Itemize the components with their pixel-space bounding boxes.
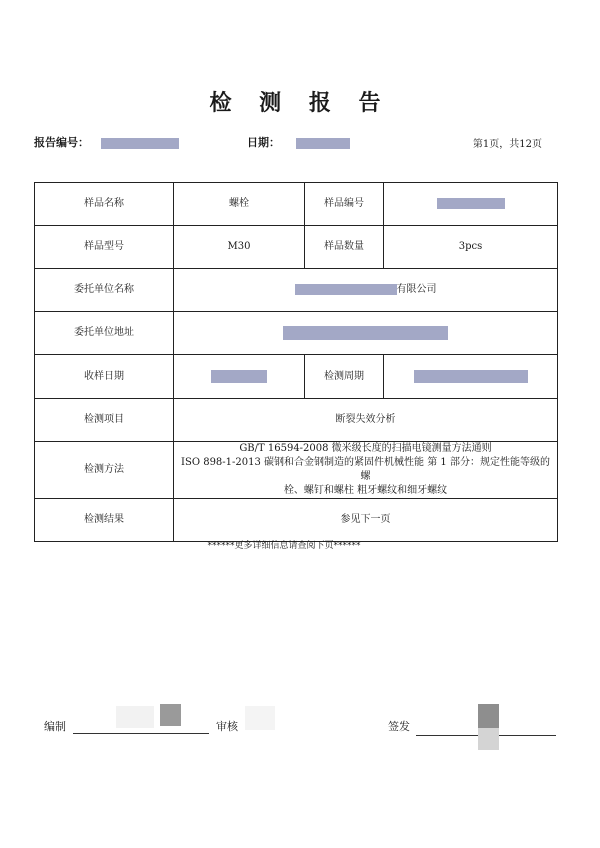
issue-signature-blur — [478, 728, 499, 750]
sample-no-redaction — [437, 198, 505, 209]
client-name-label: 委托单位名称 — [35, 269, 174, 312]
test-item-label: 检测项目 — [35, 399, 174, 442]
test-result-label: 检测结果 — [35, 499, 174, 542]
sample-name-value: 螺栓 — [174, 183, 305, 226]
sample-no-value — [384, 183, 558, 226]
compile-signature-blur — [116, 706, 154, 728]
more-info-note: ******更多详细信息请查阅下页****** — [207, 541, 361, 551]
review-label: 审核 — [216, 720, 238, 733]
sample-qty-value: 3pcs — [384, 226, 558, 269]
test-period-redaction — [414, 370, 528, 383]
receive-date-value — [174, 355, 305, 399]
client-address-value — [174, 312, 558, 355]
sample-no-label: 样品编号 — [305, 183, 384, 226]
compile-signature-line — [73, 733, 209, 734]
client-address-redaction — [283, 326, 448, 340]
test-result-value: 参见下一页 — [174, 499, 558, 542]
client-name-value — [174, 269, 558, 312]
date-redaction — [296, 138, 350, 149]
sample-model-label: 样品型号 — [35, 226, 174, 269]
test-method-value — [174, 442, 558, 499]
table-row — [35, 269, 558, 312]
client-name-redaction — [295, 284, 397, 295]
issue-signature-blur — [478, 704, 499, 728]
page-info: 第1页，共12页 — [472, 139, 542, 150]
receive-date-redaction — [211, 370, 267, 383]
sample-name-label: 样品名称 — [35, 183, 174, 226]
test-method-line: 栓、螺钉和螺柱 粗牙螺纹和细牙螺纹 — [283, 485, 448, 496]
table-row — [35, 442, 558, 499]
table-row — [35, 499, 558, 542]
test-method-line: GB/T 16594-2008 微米级长度的扫描电镜测量方法通则 — [239, 443, 492, 454]
client-address-label: 委托单位地址 — [35, 312, 174, 355]
report-number — [34, 134, 179, 150]
table-row — [35, 312, 558, 355]
report-table — [34, 182, 558, 542]
sample-model-value: M30 — [174, 226, 305, 269]
report-number-redaction — [101, 138, 179, 149]
report-number-label: 报告编号： — [34, 136, 89, 149]
test-item-value: 断裂失效分析 — [174, 399, 558, 442]
table-row — [35, 183, 558, 226]
receive-date-label: 收样日期 — [35, 355, 174, 399]
client-name-suffix: 有限公司 — [396, 284, 437, 295]
test-period-label: 检测周期 — [305, 355, 384, 399]
table-row — [35, 355, 558, 399]
test-period-value — [384, 355, 558, 399]
sample-qty-label: 样品数量 — [305, 226, 384, 269]
review-signature-blur — [245, 706, 275, 730]
compile-signature-blur — [160, 704, 181, 726]
report-title: 检 测 报 告 — [209, 91, 391, 116]
table-row — [35, 399, 558, 442]
test-method-line: ISO 898-1-2013 碳钢和合金钢制造的紧固件机械性能 第 1 部分：规定性能等级的螺 — [181, 457, 550, 482]
compile-label: 编制 — [44, 720, 66, 733]
date-label: 日期： — [247, 136, 280, 149]
report-date — [247, 134, 350, 150]
issue-label: 签发 — [388, 720, 410, 733]
table-row — [35, 226, 558, 269]
test-method-label: 检测方法 — [35, 442, 174, 499]
